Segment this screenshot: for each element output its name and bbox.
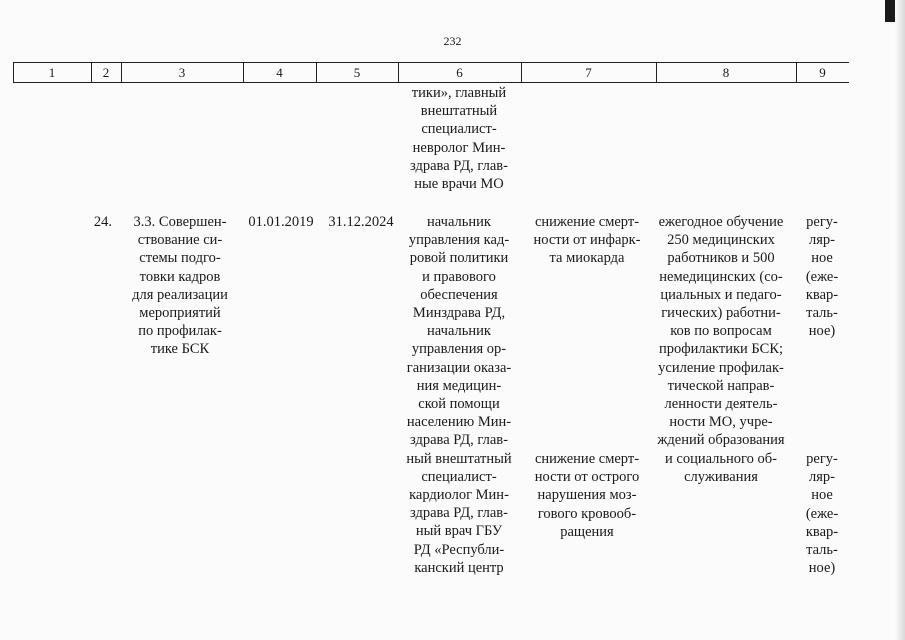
cell-line: снижение смерт- — [534, 214, 640, 230]
cell-line: ровой политики — [409, 250, 509, 267]
cell-line: таль- — [806, 542, 838, 559]
cell-line: профилактики БСК; — [658, 341, 784, 358]
cell-line: ности МО, учре- — [669, 414, 773, 431]
cell-line: управления кад- — [408, 232, 510, 249]
cell-line: немедицинских (со- — [659, 268, 783, 285]
cell-line: ращения — [560, 523, 614, 540]
cell-line: та миокарда — [549, 250, 625, 267]
column-number-8: 8 — [722, 65, 730, 80]
indicators-cell — [652, 213, 790, 486]
cell-line: мероприятий — [139, 305, 221, 322]
cell-line: ные врачи МО — [414, 176, 504, 193]
expected-result-cell-2 — [523, 450, 651, 541]
periodicity-cell-1 — [796, 213, 848, 340]
cell-line: 250 медицинских — [667, 232, 775, 249]
cell-line: Минздрава РД, — [412, 305, 506, 322]
cell-line: здрава РД, глав- — [410, 157, 508, 174]
cell-line: ное — [811, 487, 833, 504]
cell-line: тической направ- — [667, 377, 775, 394]
cell-line: ный врач ГБУ — [415, 523, 503, 540]
cell-line: тики», главный — [411, 85, 507, 101]
cell-line: ской помощи — [418, 396, 500, 413]
column-number-1: 1 — [48, 65, 56, 80]
row-number: 24. — [93, 214, 112, 230]
start-date-cell: 01.01.2019 — [248, 214, 314, 230]
cell-line: ное — [811, 250, 833, 267]
cell-line: регу- — [806, 451, 838, 467]
cell-line: ленности деятель- — [664, 396, 778, 413]
cell-line: регу- — [806, 214, 838, 230]
cell-line: снижение смерт- — [534, 451, 640, 467]
cell-line: ное) — [808, 560, 836, 577]
cell-line: работников и 500 — [667, 250, 775, 267]
cell-line: невролог Мин- — [412, 139, 506, 156]
column-number-5: 5 — [353, 65, 361, 80]
cell-line: начальник — [427, 323, 491, 340]
cell-line: обеспечения — [420, 286, 498, 303]
expected-result-cell-1 — [523, 213, 651, 268]
cell-line: стемы подго- — [139, 250, 221, 267]
cell-line: ния медицин- — [416, 377, 502, 394]
scan-edge-shadow — [895, 0, 905, 640]
cell-line: тике БСК — [150, 341, 210, 358]
cell-line: ежегодное обучение — [658, 214, 784, 230]
cell-line: ляр- — [809, 232, 835, 249]
cell-line: и социального об- — [665, 450, 777, 467]
cell-line: гового кровооб- — [537, 505, 637, 522]
column-number-4: 4 — [276, 65, 283, 80]
cell-line: для реализации — [132, 286, 228, 303]
cell-line: ляр- — [809, 469, 835, 486]
cell-line: начальник — [427, 214, 491, 230]
cell-line: усиление профилак- — [658, 359, 784, 376]
cell-line: ности от инфарк- — [533, 232, 641, 249]
cell-line: квар- — [805, 523, 839, 540]
cell-line: (еже- — [805, 505, 839, 522]
column-number-9: 9 — [819, 65, 826, 80]
cell-line: специалист- — [421, 468, 497, 485]
end-date-cell: 31.12.2024 — [328, 214, 394, 230]
cell-line: (еже- — [805, 268, 839, 285]
cell-line: и правового — [422, 268, 496, 285]
cell-line: таль- — [806, 305, 838, 322]
cell-line: гических) работни- — [661, 305, 781, 322]
cell-line: ное) — [808, 323, 836, 340]
continued-executors-cell — [398, 84, 520, 193]
cell-line: ности от острого — [534, 469, 640, 486]
column-number-3: 3 — [178, 65, 186, 80]
cell-line: служивания — [684, 468, 758, 485]
cell-line: по профилак- — [138, 323, 222, 340]
cell-line: ствование си- — [137, 232, 223, 249]
cell-line: 3.3. Совершен- — [133, 214, 227, 230]
cell-line: ганизации оказа- — [406, 359, 512, 376]
cell-line: ков по вопросам — [670, 323, 772, 340]
cell-line: нарушения моз- — [537, 487, 637, 504]
table-header-row — [13, 62, 849, 83]
cell-line: кардиолог Мин- — [409, 487, 509, 504]
cell-line: населению Мин- — [406, 414, 512, 431]
cell-line: ждений образования — [657, 432, 785, 449]
page-number: 232 — [443, 34, 462, 48]
periodicity-cell-2 — [796, 450, 848, 577]
cell-line: РД «Республи- — [413, 541, 505, 558]
cell-line: управления ор- — [411, 341, 507, 358]
cell-line: специалист- — [421, 121, 497, 138]
cell-line: товки кадров — [139, 268, 221, 285]
column-number-7: 7 — [585, 65, 592, 80]
column-number-2: 2 — [102, 65, 110, 80]
cell-line: внештатный — [420, 103, 498, 120]
cell-line: циальных и педаго- — [660, 286, 782, 303]
cell-line: ный внештатный — [406, 450, 512, 467]
executors-cell — [398, 213, 520, 577]
cell-line: канский центр — [414, 559, 504, 576]
cell-line: здрава РД, глав- — [410, 432, 508, 449]
cell-line: квар- — [805, 286, 839, 303]
measure-name-cell — [124, 213, 236, 359]
cell-line: здрава РД, глав- — [410, 505, 508, 522]
column-number-6: 6 — [456, 65, 463, 80]
